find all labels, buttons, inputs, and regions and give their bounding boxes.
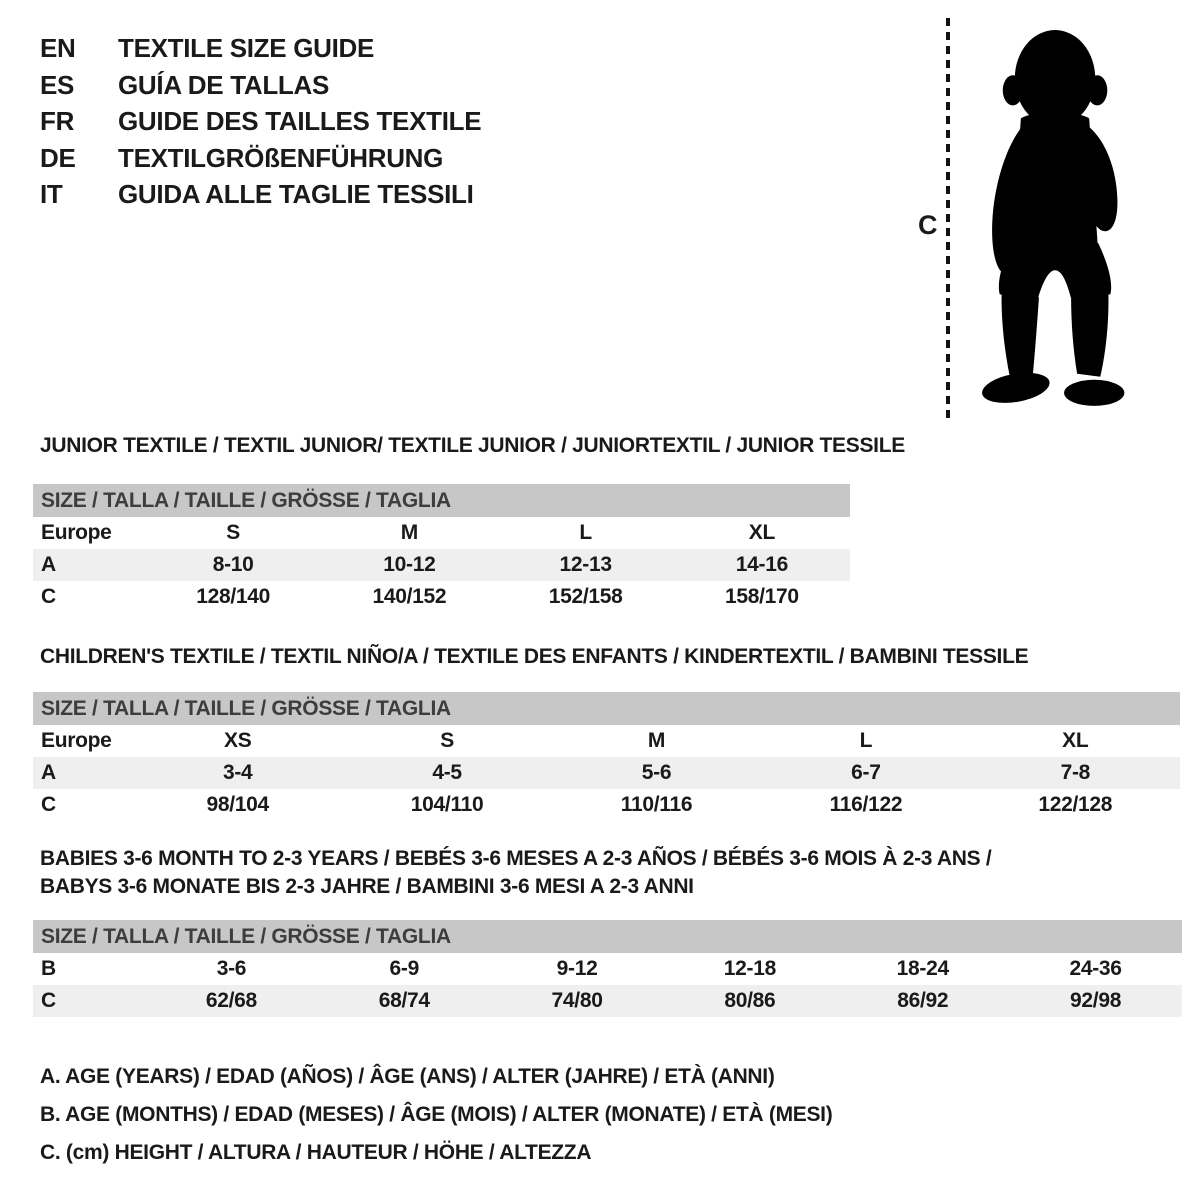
table-row (33, 549, 850, 581)
language-row (40, 67, 481, 104)
table-cell: 122/128 (1038, 793, 1113, 816)
language-code: ES (40, 69, 75, 100)
toddler-silhouette-icon (966, 20, 1136, 420)
guide-title-es: GUÍA DE TALLAS (118, 69, 330, 100)
row-label: C (41, 989, 56, 1012)
language-code: IT (40, 179, 63, 209)
table-cell: 140/152 (372, 585, 447, 608)
table-cell: L (859, 729, 873, 752)
table-cell: 6-7 (851, 761, 881, 784)
size-table-junior (33, 484, 850, 613)
table-cell: 14-16 (735, 553, 788, 576)
language-row (40, 103, 481, 140)
table-cell: XS (223, 729, 252, 752)
row-label: B (41, 957, 56, 980)
table-cell: 116/122 (829, 793, 903, 816)
table-cell: 92/98 (1070, 989, 1122, 1012)
table-row (33, 789, 1180, 821)
section-title-children: CHILDREN'S TEXTILE / TEXTIL NIÑO/A / TEXTILE DES ENFANTS / KINDERTEXTIL / BAMBINI TESSILE (40, 645, 1029, 668)
language-code: FR (40, 106, 75, 136)
table-cell: 7-8 (1060, 761, 1091, 784)
table-cell: 98/104 (206, 793, 269, 816)
size-table-header: SIZE / TALLA / TAILLE / GRÖSSE / TAGLIA (33, 920, 1182, 953)
table-cell: 104/110 (410, 793, 484, 816)
table-cell: 10-12 (383, 553, 436, 576)
row-label: C (41, 793, 56, 816)
legend-line-c: C. (cm) HEIGHT / ALTURA / HAUTEUR / HÖHE / ALTEZZA (40, 1141, 592, 1164)
row-label: Europe (41, 729, 112, 752)
section-title-babies-line2: BABYS 3-6 MONATE BIS 2-3 JAHRE / BAMBINI 3-6 MESI A 2-3 ANNI (40, 875, 694, 898)
table-row (33, 985, 1182, 1017)
language-title-list (40, 30, 481, 213)
table-cell: 8-10 (212, 553, 254, 576)
table-cell: 12-18 (723, 957, 777, 980)
height-figure (900, 10, 1180, 430)
table-cell: 86/92 (897, 989, 949, 1012)
measure-legend (40, 1058, 832, 1172)
legend-line-a: A. AGE (YEARS) / EDAD (AÑOS) / ÂGE (ANS) / ALTER (JAHRE) / ETÀ (ANNI) (40, 1065, 775, 1088)
table-cell: 110/116 (620, 793, 693, 816)
table-cell: 158/170 (724, 585, 799, 608)
row-label: C (41, 585, 56, 608)
row-label: A (41, 761, 56, 784)
table-cell: L (579, 521, 592, 544)
language-row (40, 140, 481, 177)
table-row (33, 581, 850, 613)
table-cell: 12-13 (559, 553, 612, 576)
table-cell: 128/140 (196, 585, 271, 608)
table-cell: 80/86 (724, 989, 776, 1012)
table-cell: 152/158 (548, 585, 623, 608)
table-cell: 68/74 (378, 989, 430, 1012)
table-row (33, 757, 1180, 789)
height-dashed-line (946, 18, 950, 418)
table-cell: M (400, 521, 418, 544)
table-cell: 6-9 (389, 957, 419, 980)
row-label: A (41, 553, 56, 576)
table-cell: 5-6 (641, 761, 672, 784)
table-cell: 62/68 (205, 989, 257, 1012)
language-code: EN (40, 33, 76, 63)
size-table-children (33, 692, 1180, 821)
language-code: DE (40, 142, 76, 173)
row-label: Europe (41, 521, 112, 544)
section-title-junior: JUNIOR TEXTILE / TEXTIL JUNIOR/ TEXTILE JUNIOR / JUNIORTEXTIL / JUNIOR TESSILE (40, 434, 905, 457)
guide-title-fr: GUIDE DES TAILLES TEXTILE (118, 106, 482, 136)
table-cell: S (226, 521, 240, 544)
table-cell: 18-24 (896, 957, 949, 980)
section-title-babies-line1: BABIES 3-6 MONTH TO 2-3 YEARS / BEBÉS 3-6 MESES A 2-3 AÑOS / BÉBÉS 3-6 MOIS À 2-3 ANS / (40, 847, 992, 870)
size-table-header: SIZE / TALLA / TAILLE / GRÖSSE / TAGLIA (33, 484, 850, 517)
table-cell: 3-6 (216, 957, 247, 980)
language-row (40, 176, 481, 213)
table-row (33, 953, 1182, 985)
guide-title-en: TEXTILE SIZE GUIDE (118, 33, 375, 63)
table-cell: M (647, 729, 666, 752)
table-cell: 3-4 (222, 761, 253, 784)
table-row (33, 725, 1180, 757)
table-row (33, 517, 850, 549)
table-cell: 9-12 (556, 957, 598, 980)
table-cell: XL (1062, 729, 1089, 752)
guide-title-de: TEXTILGRÖßENFÜHRUNG (118, 142, 444, 173)
guide-title-it: GUIDA ALLE TAGLIE TESSILI (118, 179, 474, 209)
table-cell: S (440, 729, 454, 752)
language-row (40, 30, 481, 67)
table-cell: 74/80 (551, 989, 603, 1012)
legend-line-b: B. AGE (MONTHS) / EDAD (MESES) / ÂGE (MOIS) / ALTER (MONATE) / ETÀ (MESI) (40, 1103, 833, 1126)
table-cell: 4-5 (432, 761, 462, 784)
size-table-babies (33, 920, 1182, 1017)
height-measure-label: C (918, 210, 938, 240)
table-cell: 24-36 (1069, 957, 1122, 980)
table-cell: XL (748, 521, 775, 544)
size-table-header: SIZE / TALLA / TAILLE / GRÖSSE / TAGLIA (33, 692, 1180, 725)
